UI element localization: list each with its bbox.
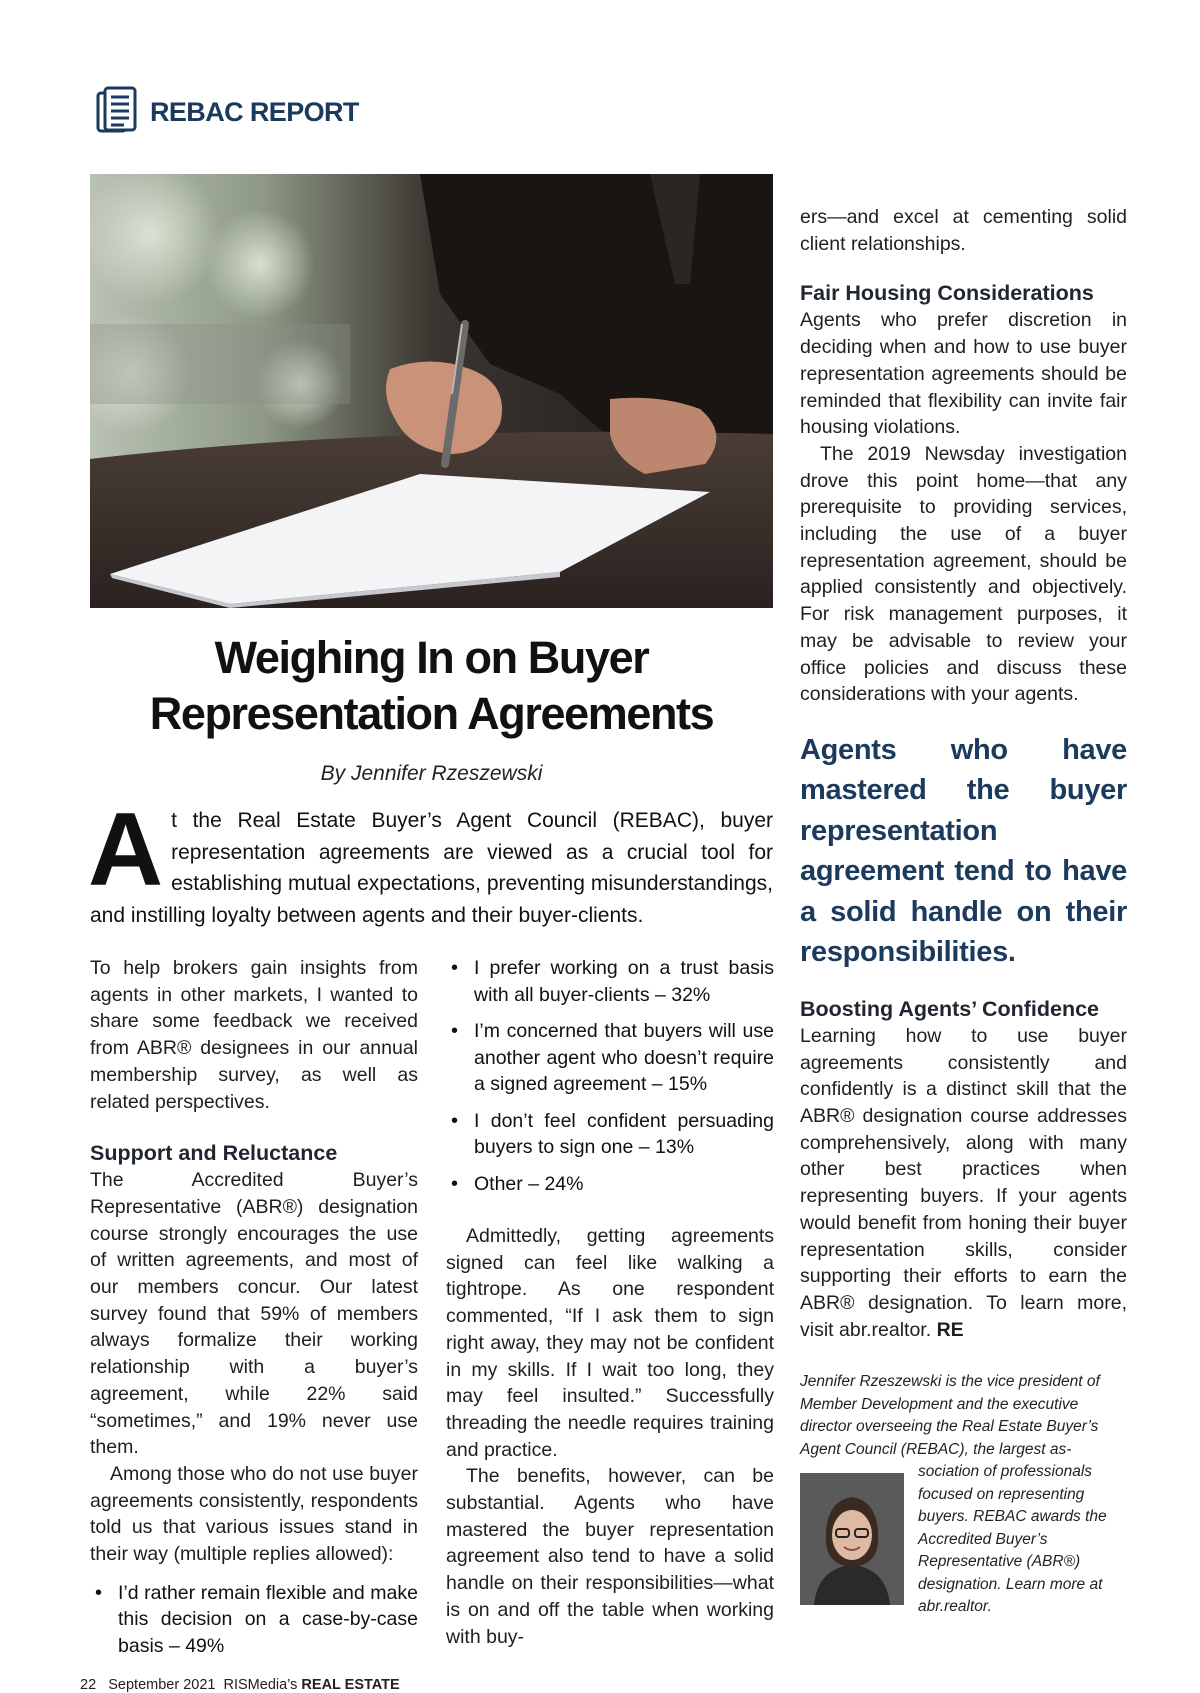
- byline: By Jennifer Rzeszewski: [320, 762, 543, 785]
- bullet-item: • I prefer working on a trust basis with all buyer-clients – 32%: [446, 955, 774, 1008]
- bullet-item: • I’d rather remain flexible and make this decision on a case-by-case basis – 49%: [90, 1580, 418, 1660]
- headline-line-1: Weighing In on Buyer: [214, 632, 649, 683]
- survey-bullets: [90, 1580, 418, 1660]
- page-footer: [80, 1677, 400, 1693]
- pull-quote: Agents who have mastered the buyer representation agreement tend to have a solid handle on their responsibilities.: [800, 733, 1127, 969]
- confidence-text: Learning how to use buyer agreements consistently and confidently is a distinct skill that the ABR® designation course addresses comprehensively, along with many other best practices when representing buyers. If your agents would benefit from honing their buyer representation skills, consider supporting their efforts to earn the ABR® designation. To learn more, visit abr.realtor.: [800, 1024, 1127, 1341]
- page-number: 22: [80, 1677, 97, 1693]
- author-photo: [800, 1473, 904, 1605]
- column-left: [90, 955, 418, 1669]
- hero-photo: [90, 174, 773, 608]
- support-paragraph-3: Admittedly, getting agreements signed can feel like walking a tightrope. As one respondent commented, “If I ask them to sign right away, they may not be confident in my skills. If I wait too long, they may feel insulted.” Successfully threading the needle requires training and practice.: [446, 1225, 774, 1461]
- end-mark: RE: [936, 1318, 964, 1341]
- document-icon: [96, 86, 138, 138]
- bullet-item: • Other – 24%: [446, 1171, 774, 1198]
- column-middle: [446, 955, 774, 1650]
- section-title: REBAC REPORT: [150, 96, 359, 127]
- issue-date: September 2021: [108, 1677, 216, 1693]
- drop-cap: A: [88, 792, 164, 908]
- fair-housing-paragraph-2: The 2019 Newsday investigation drove this point home—that any prerequisite to providing services, including the use of a buyer representation agreement, should be applied consistently and objectively. For risk management purposes, it may be advisable to review your office policies and discuss these considerations with your agents.: [800, 442, 1127, 706]
- section-header: [96, 84, 359, 140]
- author-bio-top: Jennifer Rzeszewski is the vice president of Member Development and the executive director overseeing the Real Estate Buyer’s Agent Council (REBAC), the largest as-: [800, 1373, 1100, 1458]
- publisher-name: RISMedia’s: [223, 1677, 298, 1693]
- confidence-paragraph: [800, 1023, 1127, 1343]
- bullet-item: • I’m concerned that buyers will use another agent who doesn’t require a signed agreement – 15%: [446, 1018, 774, 1098]
- lead-text: t the Real Estate Buyer’s Agent Council (REBAC), buyer representation agreements are viewed as a crucial tool for establishing mutual expectations, preventing misunderstandings, and instilling loyalty between agents and their buyer-clients.: [90, 809, 773, 927]
- support-paragraph-1: The Accredited Buyer’s Representative (ABR®) designation course strongly encourages the use of written agreements, and most of our members concur. Our latest survey found that 59% of members always formalize their working relationship with a buyer’s agreement, while 22% said “sometimes,” and 19% never use them.: [90, 1169, 418, 1459]
- support-paragraph-2: Among those who do not use buyer agreements consistently, respondents told us that various issues stand in their way (multiple replies allowed):: [90, 1462, 418, 1566]
- support-paragraph-4-continued: ers—and excel at cementing solid client relationships.: [800, 206, 1127, 255]
- publication-name: REAL ESTATE: [301, 1677, 400, 1693]
- survey-bullets-continued: [446, 955, 774, 1197]
- subheading-fair-housing: Fair Housing Considerations: [800, 281, 1094, 306]
- article-headline: [90, 630, 773, 742]
- subheading-support: Support and Reluctance: [90, 1141, 338, 1166]
- headline-line-2: Representation Agreements: [149, 688, 714, 739]
- author-bio-rest: sociation of professionals focused on representing buyers. REBAC awards the Accredited Buyer’s Representative (ABR®) designation. Learn more at abr.realtor.: [918, 1463, 1107, 1616]
- author-bio: [800, 1371, 1127, 1619]
- support-paragraph-4: The benefits, however, can be substantial. Agents who have mastered the buyer representation agreement also tend to have a solid handle on their responsibilities—what is on and off the table when working with buy-: [446, 1465, 774, 1648]
- fair-housing-paragraph-1: Agents who prefer discretion in deciding when and how to use buyer representation agreements should be reminded that flexibility can invite fair housing violations.: [800, 309, 1127, 439]
- bullet-item: • I don’t feel confident persuading buyers to sign one – 13%: [446, 1108, 774, 1161]
- column-right: [800, 204, 1127, 1619]
- subheading-confidence: Boosting Agents’ Confidence: [800, 996, 1100, 1021]
- intro-paragraph: To help brokers gain insights from agents in other markets, I wanted to share some feedback we received from ABR® designees in our annual membership survey, as well as related perspectives.: [90, 957, 418, 1113]
- lead-paragraph: [88, 792, 773, 931]
